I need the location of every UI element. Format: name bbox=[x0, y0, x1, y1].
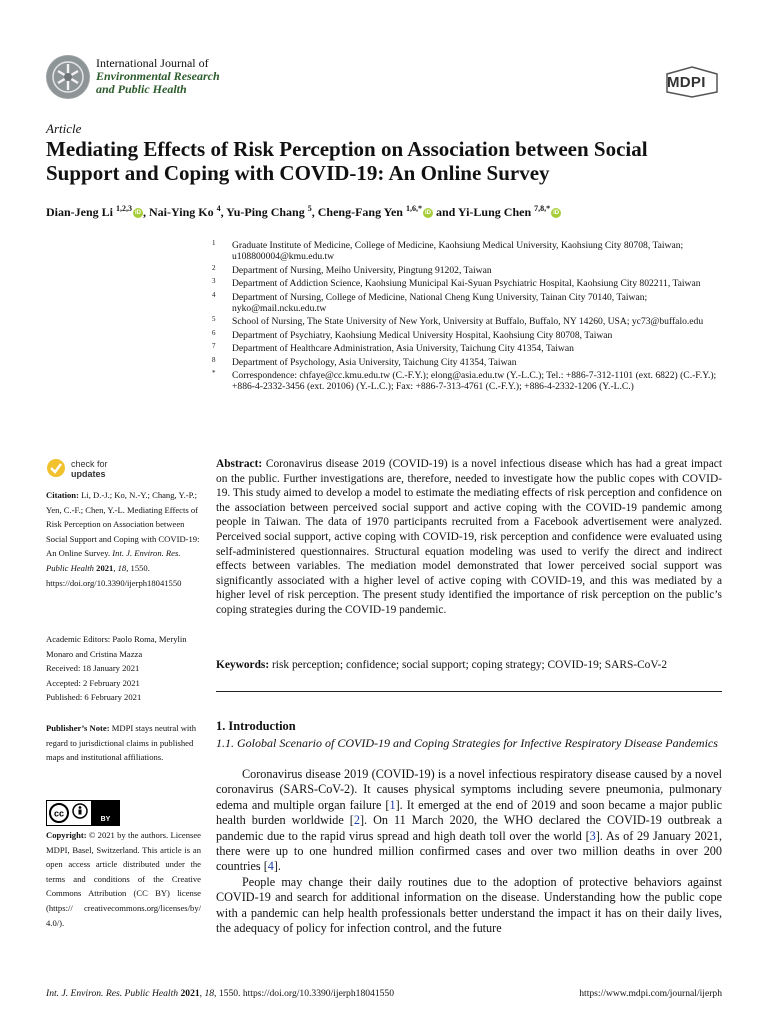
author-name: Dian-Jeng Li bbox=[46, 205, 114, 219]
affiliation-item bbox=[212, 316, 732, 327]
keywords-label: Keywords: bbox=[216, 659, 270, 671]
subsection-heading: 1.1. Golobal Scenario of COVID-19 and Coping Strategies for Infective Respiratory Disease Pandemics bbox=[216, 736, 718, 750]
affiliations-list bbox=[212, 240, 732, 395]
published-date: Published: 6 February 2021 bbox=[46, 692, 142, 703]
copyright-block bbox=[46, 828, 201, 930]
affiliation-number: 3 bbox=[212, 277, 216, 286]
creative-commons-icon bbox=[47, 801, 91, 825]
citation-text: Li, D.-J.; Ko, N.-Y.; Chang, Y.-P.; Yen, C.-F.; Chen, Y.-L. Mediating Effects of Risk Perception on Association between Social Support and Coping with COVID-19: An Online Survey. bbox=[46, 490, 200, 559]
affiliation-text: Department of Psychology, Asia University, Taichung City 41354, Taiwan bbox=[232, 356, 517, 368]
author-separator: , bbox=[143, 205, 150, 219]
orcid-icon[interactable]: iD bbox=[135, 210, 142, 217]
affiliation-text: Department of Psychiatry, Kaohsiung Medical University Hospital, Kaohsiung City 80708, Taiwan bbox=[232, 329, 613, 341]
section-heading-introduction: 1. Introduction bbox=[216, 719, 296, 733]
orcid-icon[interactable]: iD bbox=[424, 210, 431, 217]
reference-link[interactable]: 2 bbox=[353, 813, 360, 828]
abstract-text: Coronavirus disease 2019 (COVID-19) is a novel infectious disease which has had a great impact on the public. Further investigations are, therefore, needed to investigate how the public copes with COVID-19. This study aimed to develop a model to estimate the mediating effects of risk perception and confidence on the association between perceived social support and active coping with the COVID-19 pandemic among people in Taiwan. The data of 1970 participants recruited from a Facebook advertisement were analyzed. Perceived social support, active coping with COVID-19, risk perception and confidence were evaluated using self-administered questionnaires. Structural equation modeling was used to verify the direct and indirect effects between variables. The mediation model demonstrated that lower perceived social support was significantly associated with a higher level of active coping with COVID-19, and this was mediated by a higher level of risk perception. The present study identified the importance of risk perception on the public’s coping strategies during the COVID-19 pandemic. bbox=[216, 458, 722, 616]
orcid-icon[interactable]: iD bbox=[553, 210, 560, 217]
mdpi-logo bbox=[665, 66, 719, 98]
author-affiliation-marker: 1,6,* bbox=[405, 204, 422, 213]
citation-year: 2021 bbox=[96, 562, 114, 573]
accepted-date: Accepted: 2 February 2021 bbox=[46, 677, 140, 688]
citation-volume: 18 bbox=[117, 562, 127, 573]
journal-logo-icon bbox=[46, 55, 90, 99]
affiliation-text: Department of Addiction Science, Kaohsiung Municipal Kai-Syuan Psychiatric Hospital, Kaohsiung City 802211, Taiwan bbox=[232, 278, 701, 290]
footer-journal-url[interactable]: https://www.mdpi.com/journal/ijerph bbox=[579, 988, 722, 999]
cc-badge-text: cc bbox=[53, 808, 65, 819]
citation-doi[interactable]: , 1550. https://doi.org/10.3390/ijerph18041550 bbox=[46, 562, 182, 588]
affiliation-number: * bbox=[212, 369, 216, 378]
author-affiliation-marker: 5 bbox=[307, 204, 312, 213]
check-updates-line1: check for bbox=[71, 459, 108, 469]
affiliation-number: 8 bbox=[212, 355, 216, 364]
reference-link[interactable]: 1 bbox=[389, 797, 396, 812]
mdpi-logo-text: MDPI bbox=[667, 74, 706, 91]
affiliation-number: 7 bbox=[212, 342, 216, 351]
dates-block bbox=[46, 632, 201, 705]
abstract bbox=[216, 457, 722, 618]
author-separator: , bbox=[220, 205, 227, 219]
affiliation-text: Correspondence: chfaye@cc.kmu.edu.tw (C.-F.Y.); elong@asia.edu.tw (Y.-L.C.); Tel.: +886-7-312-1101 (ext. 6822) (C.-F.Y.); +886-4-2332-3456 (ext. 20106) (Y.-L.C.); Fax: +886-7-313-4761 (C.-F.Y.); +886-4-2332-1206 (Y.-L.C.) bbox=[232, 370, 717, 393]
affiliation-number: 2 bbox=[212, 263, 216, 272]
citation-label: Citation: bbox=[46, 490, 79, 500]
section-divider bbox=[216, 691, 722, 692]
journal-name-line3: and Public Health bbox=[96, 82, 187, 96]
affiliation-text: Department of Nursing, Meiho University, Pingtung 91202, Taiwan bbox=[232, 264, 492, 276]
author-name: Yu-Ping Chang bbox=[226, 205, 305, 219]
author-affiliation-marker: 4 bbox=[216, 204, 221, 213]
affiliation-item bbox=[212, 370, 732, 393]
copyright-text: © 2021 by the authors. Licensee MDPI, Basel, Switzerland. This article is an open access article distributed under the terms and conditions of the Creative Commons Attribution (CC BY) license (https:// creativecommons.org/licenses/by/ 4.0/). bbox=[46, 830, 201, 928]
intro-paragraph-2: People may change their daily routines due to the adoption of protective behaviors against COVID-19 and search for additional information on the disease. Understanding how the public cope with a pandemic can help health professionals better understand the impact it has on their daily lives, the adequacy of policy for infection control, and the future bbox=[216, 874, 722, 936]
by-attribution-icon bbox=[92, 801, 119, 825]
reference-link[interactable]: 3 bbox=[589, 828, 596, 843]
affiliation-number: 5 bbox=[212, 315, 216, 324]
affiliation-item bbox=[212, 292, 732, 315]
citation-block: Citation: Li, D.-J.; Ko, N.-Y.; Chang, Y.-P.; Yen, C.-F.; Chen, Y.-L. Mediating Effects of Risk Perception on Association between Social Support and Coping with COVID-19: An Online Survey. Int. J. Environ. Res. Public Health 2021, 18, 1550. https://doi.org/10.3390/ijerph18041550 bbox=[46, 490, 200, 588]
article-type: Article bbox=[46, 121, 82, 136]
affiliation-item bbox=[212, 343, 732, 354]
journal-name-line2: Environmental Research bbox=[96, 69, 220, 83]
check-for-updates-badge[interactable] bbox=[46, 456, 156, 482]
author-name: Yi-Lung Chen bbox=[457, 205, 532, 219]
author-affiliation-marker: 1,2,3 bbox=[116, 204, 133, 213]
keywords-text: risk perception; confidence; social support; coping strategy; COVID-19; SARS-CoV-2 bbox=[272, 659, 668, 671]
author-name: Cheng-Fang Yen bbox=[317, 205, 403, 219]
author-affiliation-marker: 7,8,* bbox=[534, 204, 551, 213]
footer-citation: Int. J. Environ. Res. Public Health 2021, 18, 1550. https://doi.org/10.3390/ijerph18041550 bbox=[46, 988, 395, 999]
check-updates-line2: updates bbox=[71, 469, 106, 479]
affiliation-item bbox=[212, 278, 732, 289]
article-title: Mediating Effects of Risk Perception on Association between Social Support and Coping with COVID-19: An Online Survey bbox=[46, 137, 648, 185]
publisher-note bbox=[46, 721, 201, 765]
affiliation-item bbox=[212, 265, 732, 276]
affiliation-text: School of Nursing, The State University of New York, University at Buffalo, Buffalo, NY 14260, USA; yc73@buffalo.edu bbox=[232, 316, 704, 328]
received-date: Received: 18 January 2021 bbox=[46, 663, 140, 674]
citation-journal: Int. J. Environ. Res. Public Health bbox=[46, 548, 181, 573]
publisher-note-label: Publisher’s Note: bbox=[46, 723, 110, 733]
affiliation-item bbox=[212, 357, 732, 368]
copyright-label: Copyright: bbox=[46, 830, 87, 840]
abstract-label: Abstract: bbox=[216, 458, 263, 470]
affiliation-number: 4 bbox=[212, 290, 216, 299]
affiliation-item bbox=[212, 240, 732, 263]
keywords bbox=[216, 658, 722, 673]
academic-editors: Academic Editors: Paolo Roma, Merylin Monaro and Cristina Mazza bbox=[46, 634, 187, 659]
author-name: Nai-Ying Ko bbox=[149, 205, 214, 219]
journal-name-line1: International Journal of bbox=[96, 56, 209, 70]
cc-by-license-badge[interactable] bbox=[46, 800, 120, 826]
affiliation-text: Department of Healthcare Administration, Asia University, Taichung City 41354, Taiwan bbox=[232, 343, 574, 355]
affiliation-text: Department of Nursing, College of Medicine, National Cheng Kung University, Tainan City 70140, Taiwan; nyko@mail.ncku.edu.tw bbox=[232, 291, 648, 315]
author-separator: and bbox=[432, 205, 458, 219]
affiliation-number: 1 bbox=[212, 239, 216, 247]
introduction-body bbox=[216, 767, 722, 936]
affiliation-item bbox=[212, 330, 732, 341]
check-updates-icon bbox=[46, 458, 66, 478]
affiliation-text: Graduate Institute of Medicine, College of Medicine, Kaohsiung Medical University, Kaohsiung City 80708, Taiwan; u108800004@kmu.edu.tw bbox=[232, 240, 684, 263]
by-badge-text: BY bbox=[100, 816, 111, 823]
journal-header bbox=[46, 55, 306, 105]
intro-paragraph-1: Coronavirus disease 2019 (COVID-19) is a novel infectious respiratory disease caused by a novel coronavirus (SARS-CoV-2). It causes physical symptoms including severe pneumonia, pulmonary edema and multiple organ failure [1]. It emerged at the end of 2019 and soon became a major public health burden worldwide [2]. On 11 March 2020, the WHO declared the COVID-19 outbreak a pandemic due to the rapid virus spread and high death toll over the world [3]. As of 29 January 2021, there were up to one hundred million confirmed cases and over two million deaths in over 200 countries [4]. bbox=[216, 767, 723, 874]
affiliation-number: 6 bbox=[212, 328, 216, 337]
reference-link[interactable]: 4 bbox=[267, 859, 274, 874]
author-separator: , bbox=[311, 205, 318, 219]
publisher-note-text: MDPI stays neutral with regard to jurisdictional claims in published maps and institutional affiliations. bbox=[46, 723, 196, 763]
author-list bbox=[46, 204, 726, 220]
